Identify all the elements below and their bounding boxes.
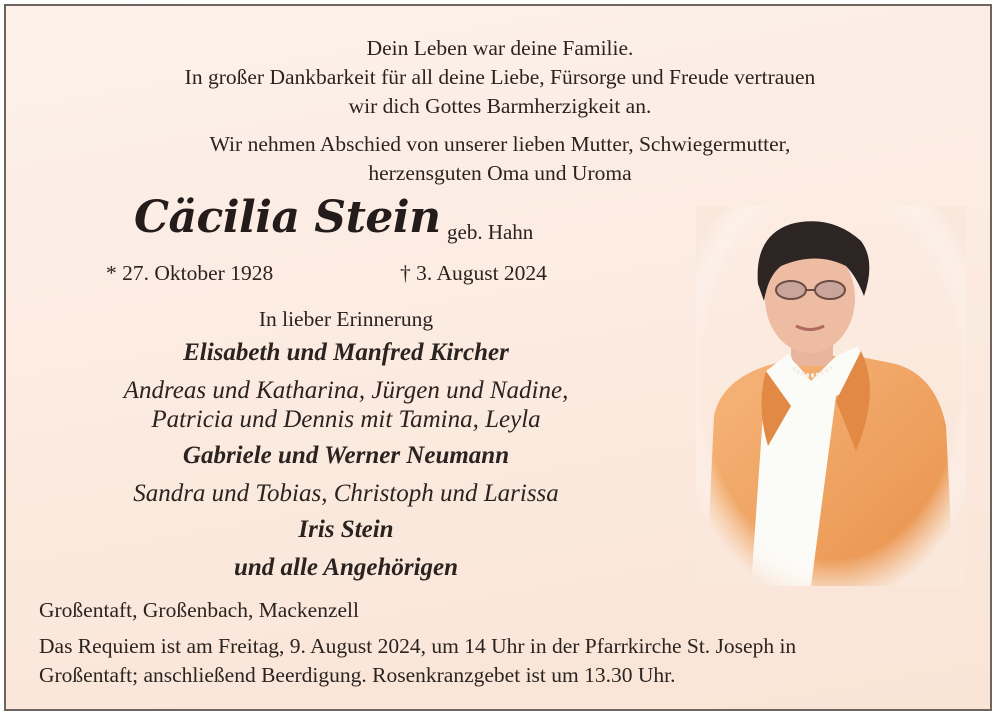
other-relatives: und alle Angehörigen (233, 554, 459, 581)
death-date: † 3. August 2024 (400, 261, 547, 285)
intro-line-4: Wir nehmen Abschied von unserer lieben Mutter, Schwiegermutter, (209, 132, 791, 156)
requiem-line-2: Großentaft; anschließend Beerdigung. Rosenkranzgebet ist um 13.30 Uhr. (39, 663, 676, 687)
family-2-name: Gabriele und Werner Neumann (182, 442, 510, 469)
intro-line-2: In großer Dankbarkeit für all deine Liebe, Fürsorge und Freude vertrauen (184, 65, 816, 89)
intro-line-5: herzensguten Oma und Uroma (368, 161, 632, 185)
family-1-name: Elisabeth und Manfred Kircher (183, 339, 509, 366)
family-1-children-a: Andreas und Katharina, Jürgen und Nadine, (123, 377, 569, 404)
intro-line-3: wir dich Gottes Barmherzigkeit an. (348, 94, 652, 118)
obituary-card (4, 4, 992, 711)
family-3-name: Iris Stein (298, 516, 394, 543)
intro-line-1: Dein Leben war deine Familie. (366, 36, 634, 60)
portrait-photo (696, 206, 966, 586)
birth-name: geb. Hahn (447, 220, 534, 244)
places-line: Großentaft, Großenbach, Mackenzell (39, 598, 359, 622)
family-1-children-b: Patricia und Dennis mit Tamina, Leyla (151, 406, 541, 433)
family-2-children: Sandra und Tobias, Christoph und Larissa (133, 480, 559, 507)
remembrance-heading: In lieber Erinnerung (258, 307, 434, 331)
requiem-line-1: Das Requiem ist am Freitag, 9. August 2024, um 14 Uhr in der Pfarrkirche St. Joseph in (39, 634, 797, 658)
birth-date: * 27. Oktober 1928 (106, 261, 274, 285)
deceased-name: Cäcilia Stein (134, 192, 441, 243)
